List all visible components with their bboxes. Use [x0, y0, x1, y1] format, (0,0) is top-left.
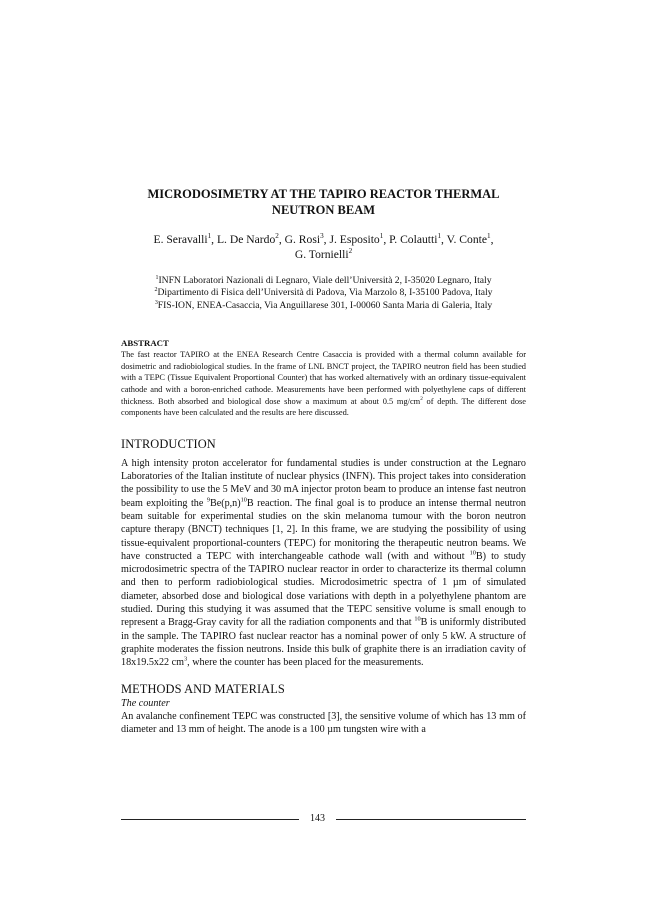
abstract — [121, 338, 526, 419]
affiliation-list — [121, 275, 526, 312]
page-footer — [121, 812, 526, 826]
paper-title — [121, 186, 526, 218]
author: J. Esposito$^1$, — [329, 232, 390, 246]
abstract-heading: ABSTRACT — [121, 338, 169, 349]
footer-rule-left — [121, 819, 299, 820]
counter-subheading: The counter — [121, 697, 170, 709]
author: L. De Nardo$^2$, — [216, 232, 285, 246]
introduction-paragraph: A high intensity proton accelerator for fundamental studies is under construction at the Legnaro Laboratories of the Italian institute of nuclear physics (INFN). This project takes into consideration the possibility to use the 5 MeV and 30 mA injector proton beam to produce an intense fast neutron beam exploiting the $^9Be(p,n)^{10}B$ reaction. The final goal is to produce an intense thermal neutron beam suitable for experimental studies on the skin melanoma tumour with the boron neutron capture therapy (BNCT) techniques [1, 2]. In this frame, we are studying the possibility of using tissue-equivalent proportional-counters (TEPC) for monitoring the therapeutic neutron beams. We have constructed a TEPC with interchangeable cathode wall (with and without $^{10}$B) to study microdosimetric spectra of the TAPIRO nuclear reactor in order to characterize its thermal column and then to perform radiobiological studies. Microdosimetric spectra of 1 µm of simulated diameter, absorbed dose and biological dose variations with depth in a polyethylene phantom are studied. During this studying it was assumed that the TEPC sensitive volume is small enough to represent a Bragg-Gray cavity for all the radiation components and that $^{10}$B is uniformly distributed in the sample. The TAPIRO fast nuclear reactor has a nominal power of only 5 kW. A structure of graphite moderates the fission neutrons. Inside this bulk of graphite there is an irradiation cavity of 18x19.5x22 $cm^3$, where the counter has been placed for the measurements. — [121, 457, 526, 669]
page-number: 143 — [310, 813, 325, 824]
author-list — [121, 232, 526, 262]
footer-rule-right — [336, 819, 526, 820]
abstract-text: The fast reactor TAPIRO at the ENEA Research Centre Casaccia is provided with a thermal column available for dosimetric and radiobiological studies. In the frame of LNL BNCT project, the TAPIRO neutron field has been studied with a TEPC (Tissue Equivalent Proportional Counter) that has worked alternatively with an ordinary tissue-equivalent cathode and with a boron-enriched cathode. Measurements have been performed with polyethylene caps of different thickness. Both absorbed and biological dose show a maximum at about 0.5 $mg/cm^2$ of depth. The different dose components have been calculated and the results are here discussed. — [121, 350, 526, 418]
author: V. Conte$^1$, — [446, 232, 494, 246]
affiliation: $^3$FIS-ION, ENEA-Casaccia, Via Anguillarese 301, I-00060 Santa Maria di Galeria, Italy — [154, 299, 493, 311]
author: P. Colautti$^1$, — [389, 232, 447, 246]
affiliation: $^2$Dipartimento di Fisica dell’Università di Padova, Via Marzolo 8, I-35100 Padova, Italy — [154, 287, 493, 299]
author: E. Seravalli$^1$, — [153, 232, 217, 246]
title-line-1: MICRODOSIMETRY AT THE TAPIRO REACTOR THERMAL — [147, 187, 500, 201]
methods-heading: METHODS AND MATERIALS — [121, 681, 285, 696]
author: G. Tornielli$^2$ — [294, 247, 353, 261]
title-line-2: NEUTRON BEAM — [271, 203, 376, 217]
introduction-heading: INTRODUCTION — [121, 436, 216, 451]
affiliation: $^1$INFN Laboratori Nazionali di Legnaro, Viale dell’Università 2, I-35020 Legnaro, Italy — [155, 274, 492, 286]
paper-content — [121, 186, 526, 736]
methods-paragraph: An avalanche confinement TEPC was constructed [3], the sensitive volume of which has 13 mm of diameter and 13 mm of height. The anode is a 100 µm tungsten wire with a — [121, 710, 526, 736]
author: G. Rosi$^3$, — [284, 232, 330, 246]
